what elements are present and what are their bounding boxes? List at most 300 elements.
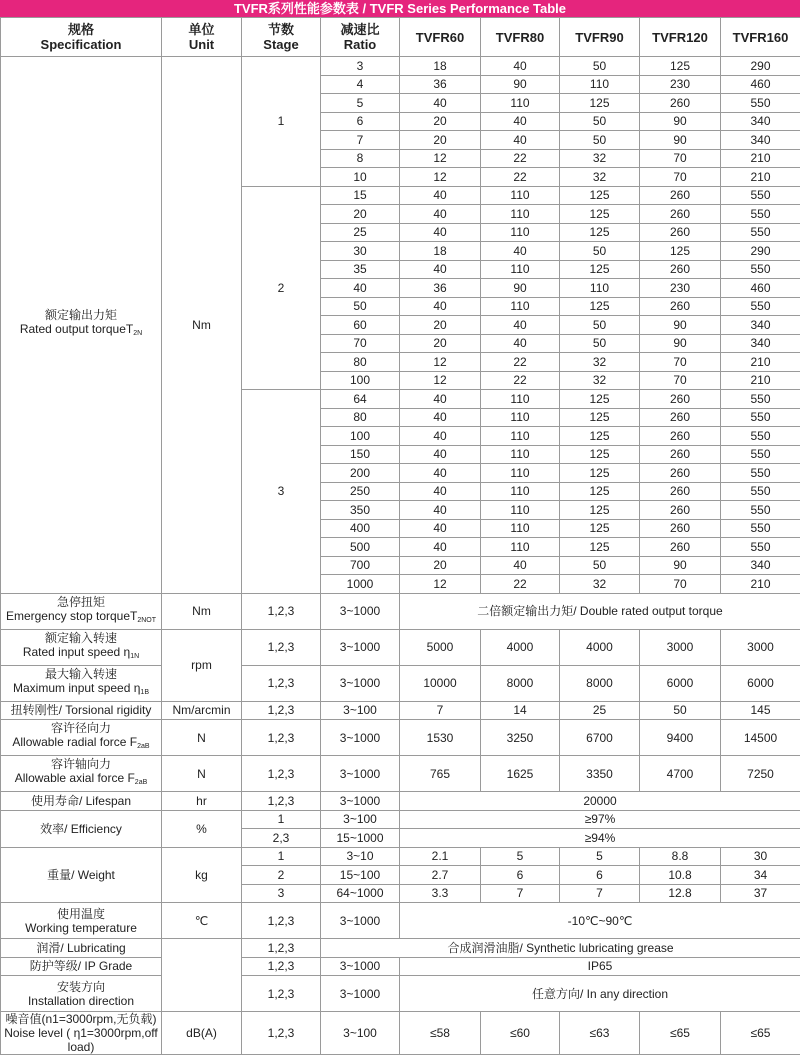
ratio-cell: 100 — [321, 371, 400, 390]
value-cell: ≤63 — [560, 1012, 640, 1055]
ratio-cell: 150 — [321, 445, 400, 464]
value-cell: 10000 — [400, 665, 481, 701]
value-cell: 50 — [560, 112, 640, 131]
ratio-cell: 350 — [321, 501, 400, 520]
value-cell: 8.8 — [640, 847, 721, 866]
spec-label-en — [1, 735, 161, 754]
value-cell: 125 — [560, 186, 640, 205]
value-cell: 125 — [560, 464, 640, 483]
ratio-cell: 15 — [321, 186, 400, 205]
value-cell: ≤58 — [400, 1012, 481, 1055]
value-cell: 125 — [560, 205, 640, 224]
table-title: TVFR系列性能参数表 / TVFR Series Performance Table — [0, 0, 800, 17]
value-cell: 110 — [560, 279, 640, 298]
spec-label: 效率/ Efficiency — [1, 810, 162, 847]
value-cell: ≤65 — [721, 1012, 800, 1055]
value-cell: 40 — [400, 205, 481, 224]
ratio-cell: 700 — [321, 556, 400, 575]
lifespan-row — [1, 792, 800, 811]
value-cell: 12 — [400, 371, 481, 390]
value-cell: 210 — [721, 353, 800, 372]
spec-label-en — [1, 322, 161, 341]
spec-label-subscript: 2N — [133, 330, 143, 338]
stage-cell: 1 — [242, 810, 321, 829]
value-cell: 70 — [640, 149, 721, 168]
unit-cell: ℃ — [162, 903, 242, 939]
value-cell: 125 — [560, 408, 640, 427]
value-cell: 40 — [481, 334, 560, 353]
unit-cell — [162, 939, 242, 1012]
unit-cell: N — [162, 756, 242, 792]
value-cell: 110 — [481, 501, 560, 520]
ratio-cell: 3 — [321, 57, 400, 76]
value-cell: IP65 — [400, 957, 800, 976]
value-cell: 50 — [640, 701, 721, 720]
ratio-cell: 20 — [321, 205, 400, 224]
value-cell: 5 — [481, 847, 560, 866]
value-cell: 110 — [481, 223, 560, 242]
spec-label-subscript: 2aB — [134, 779, 148, 786]
value-cell: 32 — [560, 353, 640, 372]
ratio-cell: 40 — [321, 279, 400, 298]
value-cell: 230 — [640, 75, 721, 94]
value-cell: 40 — [400, 260, 481, 279]
spec-label — [1, 756, 162, 792]
ratio-cell: 3~1000 — [321, 593, 400, 629]
value-cell: 210 — [721, 168, 800, 187]
value-cell: 12 — [400, 575, 481, 594]
value-cell: 4700 — [640, 756, 721, 792]
ratio-cell: 3~1000 — [321, 756, 400, 792]
unit-cell: Nm — [162, 593, 242, 629]
spec-label-cn: 使用温度 — [56, 906, 105, 921]
value-cell: 460 — [721, 279, 800, 298]
value-cell: 7 — [400, 701, 481, 720]
spec-label — [1, 976, 162, 1012]
spec-label-en: Working temperature — [25, 920, 137, 935]
value-cell: 5000 — [400, 629, 481, 665]
value-cell: 2.7 — [400, 866, 481, 885]
spec-label: 使用寿命/ Lifespan — [1, 792, 162, 811]
value-cell: 125 — [640, 242, 721, 261]
spec-label-en — [1, 609, 161, 628]
value-cell: 40 — [400, 408, 481, 427]
axial-force-row — [1, 756, 800, 792]
value-cell: 30 — [721, 847, 800, 866]
spec-label-cn: 额定输出力矩 — [44, 308, 117, 323]
value-cell: 9400 — [640, 720, 721, 756]
value-cell: 40 — [400, 482, 481, 501]
value-cell: 110 — [481, 482, 560, 501]
torque-row — [1, 57, 800, 76]
header-model: TVFR160 — [721, 18, 800, 57]
value-cell: 290 — [721, 57, 800, 76]
value-cell: 50 — [560, 556, 640, 575]
value-cell: 110 — [481, 445, 560, 464]
spec-label-en-text: Allowable radial force F — [12, 735, 138, 749]
value-cell: 40 — [400, 501, 481, 520]
value-cell: 90 — [481, 279, 560, 298]
value-cell: 125 — [560, 390, 640, 409]
spec-label — [1, 665, 162, 701]
value-cell: 20 — [400, 316, 481, 335]
value-cell: 340 — [721, 334, 800, 353]
stage-cell: 1,2,3 — [242, 720, 321, 756]
header-stage: 节数 Stage — [242, 18, 321, 57]
stage-cell: 3 — [242, 390, 321, 594]
value-cell: 125 — [640, 57, 721, 76]
value-cell: 14500 — [721, 720, 800, 756]
ratio-cell: 200 — [321, 464, 400, 483]
value-cell: 125 — [560, 94, 640, 113]
spec-label — [1, 903, 162, 939]
value-cell: 210 — [721, 575, 800, 594]
value-cell: ≤60 — [481, 1012, 560, 1055]
value-cell: 50 — [560, 57, 640, 76]
ratio-cell: 3~1000 — [321, 957, 400, 976]
spec-label-en — [1, 681, 161, 700]
value-cell: 70 — [640, 575, 721, 594]
spec-label-cn: 安装方向 — [56, 979, 105, 994]
spec-label-cn: 容许径向力 — [50, 721, 111, 735]
value-cell: 32 — [560, 149, 640, 168]
value-cell: 40 — [400, 390, 481, 409]
value-cell: 1625 — [481, 756, 560, 792]
value-cell: 二倍额定输出力矩/ Double rated output torque — [400, 593, 800, 629]
performance-table — [0, 17, 800, 1055]
temperature-row — [1, 903, 800, 939]
unit-cell: hr — [162, 792, 242, 811]
value-cell: 125 — [560, 297, 640, 316]
value-cell: 260 — [640, 186, 721, 205]
stage-cell: 1,2,3 — [242, 939, 321, 958]
value-cell: 290 — [721, 242, 800, 261]
spec-label: 扭转刚性/ Torsional rigidity — [1, 701, 162, 720]
value-cell: 任意方向/ In any direction — [400, 976, 800, 1012]
efficiency-row — [1, 810, 800, 829]
stage-cell: 2,3 — [242, 829, 321, 848]
stage-cell: 1,2,3 — [242, 629, 321, 665]
value-cell: 20 — [400, 556, 481, 575]
value-cell: 260 — [640, 408, 721, 427]
value-cell: 8000 — [560, 665, 640, 701]
value-cell: 12 — [400, 168, 481, 187]
value-cell: 110 — [481, 464, 560, 483]
value-cell: 90 — [640, 334, 721, 353]
value-cell: 90 — [640, 556, 721, 575]
spec-label: 润滑/ Lubricating — [1, 939, 162, 958]
header-model: TVFR120 — [640, 18, 721, 57]
value-cell: 6 — [560, 866, 640, 885]
value-cell: 40 — [400, 94, 481, 113]
unit-cell: Nm/arcmin — [162, 701, 242, 720]
rated-speed-row — [1, 629, 800, 665]
value-cell: 1530 — [400, 720, 481, 756]
value-cell: 110 — [481, 260, 560, 279]
ratio-cell: 15~100 — [321, 866, 400, 885]
ratio-cell: 1000 — [321, 575, 400, 594]
ratio-cell: 3~1000 — [321, 903, 400, 939]
ratio-cell: 400 — [321, 519, 400, 538]
value-cell: 3.3 — [400, 884, 481, 903]
header-model: TVFR60 — [400, 18, 481, 57]
value-cell: 550 — [721, 223, 800, 242]
spec-label-en: Noise level ( η1=3000rpm,off load) — [4, 1026, 158, 1054]
value-cell: 210 — [721, 371, 800, 390]
ratio-cell: 35 — [321, 260, 400, 279]
spec-label-en-text: Maximum input speed η — [13, 680, 141, 695]
ratio-cell: 3~1000 — [321, 629, 400, 665]
value-cell: 110 — [481, 186, 560, 205]
value-cell: 260 — [640, 538, 721, 557]
spec-label-en-text: Rated output torqueT — [19, 322, 134, 337]
value-cell: 12 — [400, 353, 481, 372]
value-cell: 4000 — [481, 629, 560, 665]
spec-label-cn: 容许轴向力 — [50, 757, 111, 771]
header-model: TVFR80 — [481, 18, 560, 57]
value-cell: 14 — [481, 701, 560, 720]
value-cell: 340 — [721, 131, 800, 150]
ratio-cell: 15~1000 — [321, 829, 400, 848]
value-cell: 550 — [721, 482, 800, 501]
value-cell: 40 — [481, 131, 560, 150]
value-cell: 22 — [481, 371, 560, 390]
value-cell: 260 — [640, 427, 721, 446]
value-cell: 40 — [400, 186, 481, 205]
value-cell: 260 — [640, 260, 721, 279]
ratio-cell: 30 — [321, 242, 400, 261]
value-cell: 5 — [560, 847, 640, 866]
value-cell: 550 — [721, 186, 800, 205]
value-cell: 125 — [560, 519, 640, 538]
value-cell: 50 — [560, 242, 640, 261]
value-cell: 110 — [481, 519, 560, 538]
spec-label — [1, 593, 162, 629]
spec-label-cn: 噪音值(n1=3000rpm,无负载) — [5, 1012, 157, 1026]
spec-label-en: Installation direction — [27, 993, 135, 1008]
value-cell: 32 — [560, 371, 640, 390]
value-cell: 70 — [640, 353, 721, 372]
value-cell: 145 — [721, 701, 800, 720]
stage-cell: 1,2,3 — [242, 976, 321, 1012]
value-cell: 260 — [640, 297, 721, 316]
value-cell: 40 — [400, 445, 481, 464]
unit-cell: Nm — [162, 57, 242, 594]
value-cell: 合成润滑油脂/ Synthetic lubricating grease — [321, 939, 800, 958]
value-cell: 110 — [481, 390, 560, 409]
ratio-cell: 7 — [321, 131, 400, 150]
unit-cell: rpm — [162, 629, 242, 701]
spec-label-cn: 急停扭矩 — [56, 594, 105, 609]
spec-label-en-text: Emergency stop torqueT — [5, 608, 138, 623]
value-cell: 90 — [481, 75, 560, 94]
max-speed-row — [1, 665, 800, 701]
install-row — [1, 976, 800, 1012]
value-cell: 40 — [400, 538, 481, 557]
value-cell: 40 — [400, 297, 481, 316]
stage-cell: 1,2,3 — [242, 903, 321, 939]
value-cell: 22 — [481, 575, 560, 594]
value-cell: 32 — [560, 168, 640, 187]
ratio-cell: 4 — [321, 75, 400, 94]
ratio-cell: 6 — [321, 112, 400, 131]
value-cell: 40 — [481, 316, 560, 335]
value-cell: 40 — [481, 242, 560, 261]
ratio-cell: 100 — [321, 427, 400, 446]
value-cell: 260 — [640, 223, 721, 242]
value-cell: 125 — [560, 427, 640, 446]
value-cell: 550 — [721, 408, 800, 427]
ratio-cell: 3~1000 — [321, 720, 400, 756]
value-cell: 125 — [560, 260, 640, 279]
value-cell: 550 — [721, 519, 800, 538]
value-cell: 210 — [721, 149, 800, 168]
ratio-cell: 64~1000 — [321, 884, 400, 903]
value-cell: 37 — [721, 884, 800, 903]
spec-label-subscript: 2aB — [137, 743, 150, 750]
spec-label-en — [1, 771, 161, 790]
value-cell: 550 — [721, 445, 800, 464]
ratio-cell: 3~1000 — [321, 792, 400, 811]
spec-label-subscript: 1B — [140, 688, 149, 696]
value-cell: 3000 — [721, 629, 800, 665]
value-cell: 2.1 — [400, 847, 481, 866]
weight-row — [1, 847, 800, 866]
value-cell: 18 — [400, 242, 481, 261]
header-ratio: 减速比 Ratio — [321, 18, 400, 57]
value-cell: 3350 — [560, 756, 640, 792]
value-cell: 20 — [400, 131, 481, 150]
value-cell: ≤65 — [640, 1012, 721, 1055]
value-cell: 460 — [721, 75, 800, 94]
spec-label — [1, 629, 162, 665]
value-cell: 125 — [560, 223, 640, 242]
ratio-cell: 80 — [321, 408, 400, 427]
value-cell: 32 — [560, 575, 640, 594]
spec-label — [1, 1012, 162, 1055]
value-cell: 34 — [721, 866, 800, 885]
header-model: TVFR90 — [560, 18, 640, 57]
stage-cell: 1,2,3 — [242, 593, 321, 629]
value-cell: 40 — [400, 223, 481, 242]
ip-row — [1, 957, 800, 976]
value-cell: 20 — [400, 334, 481, 353]
torsional-row — [1, 701, 800, 720]
value-cell: 40 — [400, 464, 481, 483]
value-cell: 7 — [560, 884, 640, 903]
value-cell: 260 — [640, 464, 721, 483]
value-cell: 6 — [481, 866, 560, 885]
value-cell: 20000 — [400, 792, 800, 811]
value-cell: 260 — [640, 390, 721, 409]
value-cell: 25 — [560, 701, 640, 720]
ratio-cell: 10 — [321, 168, 400, 187]
header-unit: 单位 Unit — [162, 18, 242, 57]
value-cell: 40 — [400, 519, 481, 538]
unit-cell: N — [162, 720, 242, 756]
ratio-cell: 70 — [321, 334, 400, 353]
value-cell: ≥97% — [400, 810, 800, 829]
value-cell: 125 — [560, 445, 640, 464]
value-cell: 110 — [481, 94, 560, 113]
ratio-cell: 50 — [321, 297, 400, 316]
stage-cell: 1,2,3 — [242, 792, 321, 811]
stage-cell: 1,2,3 — [242, 1012, 321, 1055]
value-cell: 22 — [481, 168, 560, 187]
value-cell: 260 — [640, 519, 721, 538]
stage-cell: 1 — [242, 847, 321, 866]
value-cell: 125 — [560, 538, 640, 557]
header-spec: 规格 Specification — [1, 18, 162, 57]
ratio-cell: 3~100 — [321, 701, 400, 720]
value-cell: 70 — [640, 168, 721, 187]
value-cell: ≥94% — [400, 829, 800, 848]
value-cell: 4000 — [560, 629, 640, 665]
value-cell: 550 — [721, 538, 800, 557]
value-cell: -10℃~90℃ — [400, 903, 800, 939]
value-cell: 90 — [640, 112, 721, 131]
value-cell: 260 — [640, 94, 721, 113]
spec-label-en-text: Rated input speed η — [22, 644, 131, 659]
spec-label-cn: 额定输入转速 — [44, 630, 117, 645]
ratio-cell: 3~1000 — [321, 976, 400, 1012]
ratio-cell: 3~100 — [321, 810, 400, 829]
unit-cell: % — [162, 810, 242, 847]
value-cell: 3000 — [640, 629, 721, 665]
ratio-cell: 80 — [321, 353, 400, 372]
value-cell: 50 — [560, 131, 640, 150]
value-cell: 22 — [481, 149, 560, 168]
value-cell: 260 — [640, 445, 721, 464]
value-cell: 10.8 — [640, 866, 721, 885]
value-cell: 110 — [481, 427, 560, 446]
value-cell: 3250 — [481, 720, 560, 756]
spec-label-en — [1, 645, 161, 664]
radial-force-row — [1, 720, 800, 756]
value-cell: 8000 — [481, 665, 560, 701]
value-cell: 550 — [721, 260, 800, 279]
value-cell: 125 — [560, 501, 640, 520]
value-cell: 50 — [560, 334, 640, 353]
value-cell: 7 — [481, 884, 560, 903]
stage-cell: 1 — [242, 57, 321, 187]
value-cell: 340 — [721, 316, 800, 335]
value-cell: 22 — [481, 353, 560, 372]
value-cell: 260 — [640, 205, 721, 224]
stage-cell: 1,2,3 — [242, 756, 321, 792]
ratio-cell: 64 — [321, 390, 400, 409]
value-cell: 340 — [721, 556, 800, 575]
value-cell: 550 — [721, 205, 800, 224]
spec-label — [1, 720, 162, 756]
value-cell: 6700 — [560, 720, 640, 756]
value-cell: 12 — [400, 149, 481, 168]
value-cell: 40 — [400, 427, 481, 446]
spec-label-en-text: Allowable axial force F — [14, 771, 135, 785]
value-cell: 110 — [481, 408, 560, 427]
value-cell: 70 — [640, 371, 721, 390]
value-cell: 125 — [560, 482, 640, 501]
ratio-cell: 3~1000 — [321, 665, 400, 701]
ratio-cell: 500 — [321, 538, 400, 557]
value-cell: 40 — [481, 556, 560, 575]
value-cell: 90 — [640, 316, 721, 335]
ratio-cell: 25 — [321, 223, 400, 242]
value-cell: 550 — [721, 94, 800, 113]
value-cell: 20 — [400, 112, 481, 131]
ratio-cell: 8 — [321, 149, 400, 168]
spec-label-subscript: 1N — [130, 652, 140, 660]
